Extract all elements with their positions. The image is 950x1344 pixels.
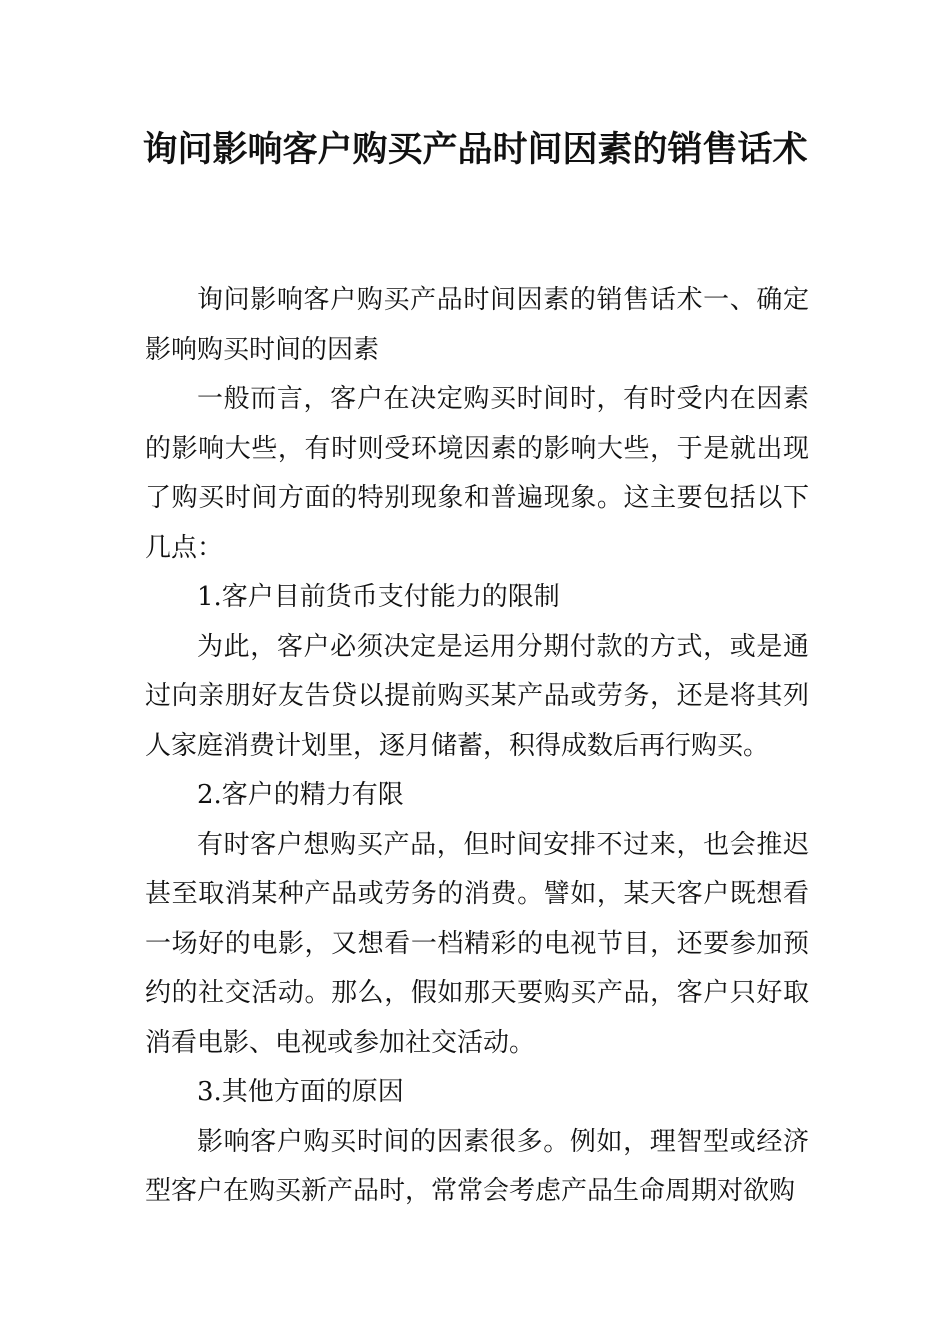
paragraph-other: 影响客户购买时间的因素很多。例如，理智型或经济型客户在购买新产品时，常常会考虑产品生命周期对欲购: [145, 1126, 809, 1206]
paragraph-energy: 有时客户想购买产品，但时间安排不过来，也会推迟甚至取消某种产品或劳务的消费。譬如，某天客户既想看一场好的电影，又想看一档精彩的电视节目，还要参加预约的社交活动。那么，假如那天要购买产品，客户只好取消看电影、电视或参加社交活动。: [145, 829, 809, 1058]
section-heading-2: 2.客户的精力有限: [197, 780, 404, 810]
section-heading-1: 1.客户目前货币支付能力的限制: [197, 582, 560, 612]
document-title: 询问影响客户购买产品时间因素的销售话术: [142, 130, 808, 170]
paragraph-intro: 询问影响客户购买产品时间因素的销售话术一、确定影响购买时间的因素: [145, 285, 809, 365]
section-heading-3: 3.其他方面的原因: [197, 1077, 404, 1107]
paragraph-general: 一般而言，客户在决定购买时间时，有时受内在因素的影响大些，有时则受环境因素的影响大些，于是就出现了购买时间方面的特别现象和普遍现象。这主要包括以下几点：: [145, 384, 809, 563]
paragraph-payment: 为此，客户必须决定是运用分期付款的方式，或是通过向亲朋好友告贷以提前购买某产品或劳务，还是将其列人家庭消费计划里，逐月储蓄，积得成数后再行购买。: [145, 631, 809, 761]
document-body: [145, 276, 809, 1217]
